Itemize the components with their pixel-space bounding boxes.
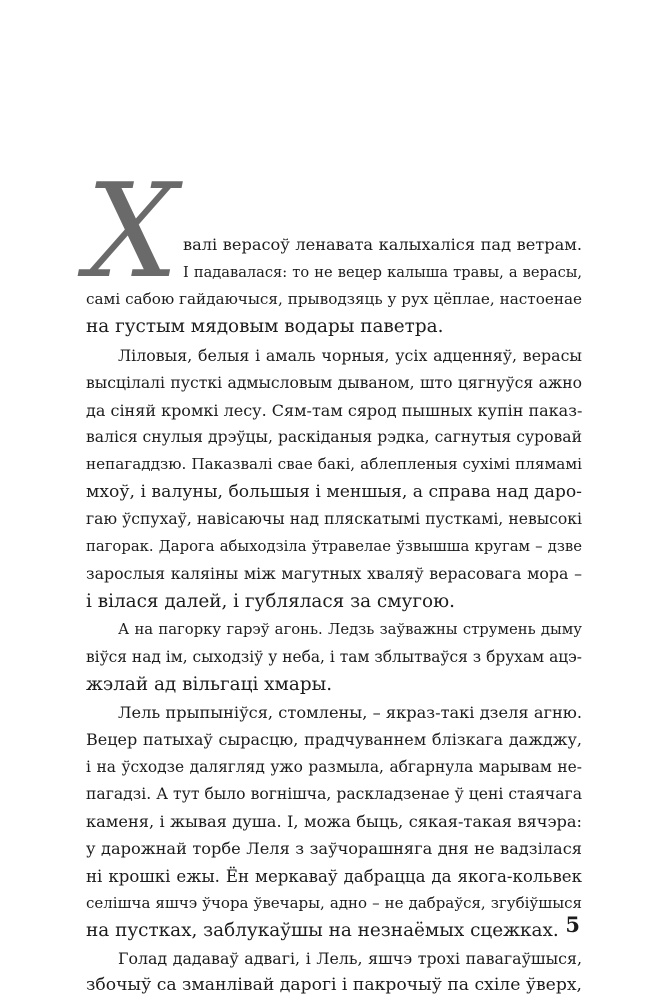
text-line: высцілалі пусткі адмысловым дываном, што цягнуўся ажно	[86, 374, 582, 392]
text-line: і на ўсходзе далягляд ужо размыла, абгарнула марывам не-	[86, 758, 582, 776]
text-line: Вецер патыхаў сырасцю, прадчуваннем блізкага дажджу,	[86, 730, 582, 749]
text-line: самі сабою гайдаючыся, прыводзяць у рух цёплае, настоенае	[86, 290, 582, 308]
drop-cap: Х	[86, 155, 179, 307]
text-line: на густым мядовым водары паветра.	[86, 316, 444, 337]
text-line: каменя, і жывая душа. І, можа быць, сякая-такая вячэра:	[86, 812, 582, 831]
text-line: Лель прыпыніўся, стомлены, – якраз-такі дзеля агню.	[118, 703, 582, 722]
text-line: А на пагорку гарэў агонь. Ледзь заўважны струмень дыму	[118, 621, 582, 638]
text-line: валіся снулыя дрэўцы, раскіданыя рэдка, сагнутыя суровай	[86, 428, 582, 446]
text-line: Ліловыя, белыя і амаль чорныя, усіх адценняў, верасы	[118, 346, 582, 365]
text-line: віўся над ім, сыходзіў у неба, і там зблытваўся з брухам ацэ-	[86, 648, 582, 666]
text-line: селішча яшчэ ўчора ўвечары, адно – не дабраўся, згубіўшыся	[86, 894, 582, 912]
text-line: Голад дадаваў адвагі, і Лель, яшчэ трохі павагаўшыся,	[118, 949, 582, 968]
text-line: валі верасоў ленавата калыхаліся пад ветрам.	[183, 235, 582, 254]
page-number: 5	[565, 912, 580, 937]
text-line: у дарожнай торбе Леля з заўчорашняга дня не вадзілася	[86, 839, 582, 858]
text-line: гаю ўспухаў, навісаючы над пляскатымі пусткамі, невысокі	[86, 510, 582, 528]
text-line: ні крошкі ежы. Ён меркаваў дабрацца да якога-кольвек	[86, 867, 582, 886]
text-line: пагадзі. А тут было вогнішча, раскладзенае ў цені стаячага	[86, 785, 582, 803]
text-line: зарослыя каляіны між магутных хваляў верасовага мора –	[86, 564, 582, 583]
text-line: да сіняй кромкі лесу. Сям-там сярод пышных купін паказ-	[86, 401, 583, 420]
text-line: на пустках, заблукаўшы на незнаёмых сцежках.	[86, 920, 559, 941]
text-line: непагаддзю. Паказвалі свае бакі, аблепленыя сухімі плямамі	[86, 455, 582, 473]
text-line: жэлай ад вільгаці хмары.	[86, 674, 333, 695]
text-line: збочыў са зманлівай дарогі і пакрочыў па схіле ўверх,	[86, 975, 582, 995]
text-line: пагорак. Дарога абыходзіла ўтравелае ўзвышша кругам – дзве	[86, 538, 582, 555]
text-line: і вілася далей, і гублялася за смугою.	[86, 591, 455, 612]
text-line: І падавалася: то не вецер калыша травы, а верасы,	[183, 264, 582, 281]
text-line: мхоў, і валуны, большыя і меншыя, а справа над даро-	[86, 482, 582, 502]
